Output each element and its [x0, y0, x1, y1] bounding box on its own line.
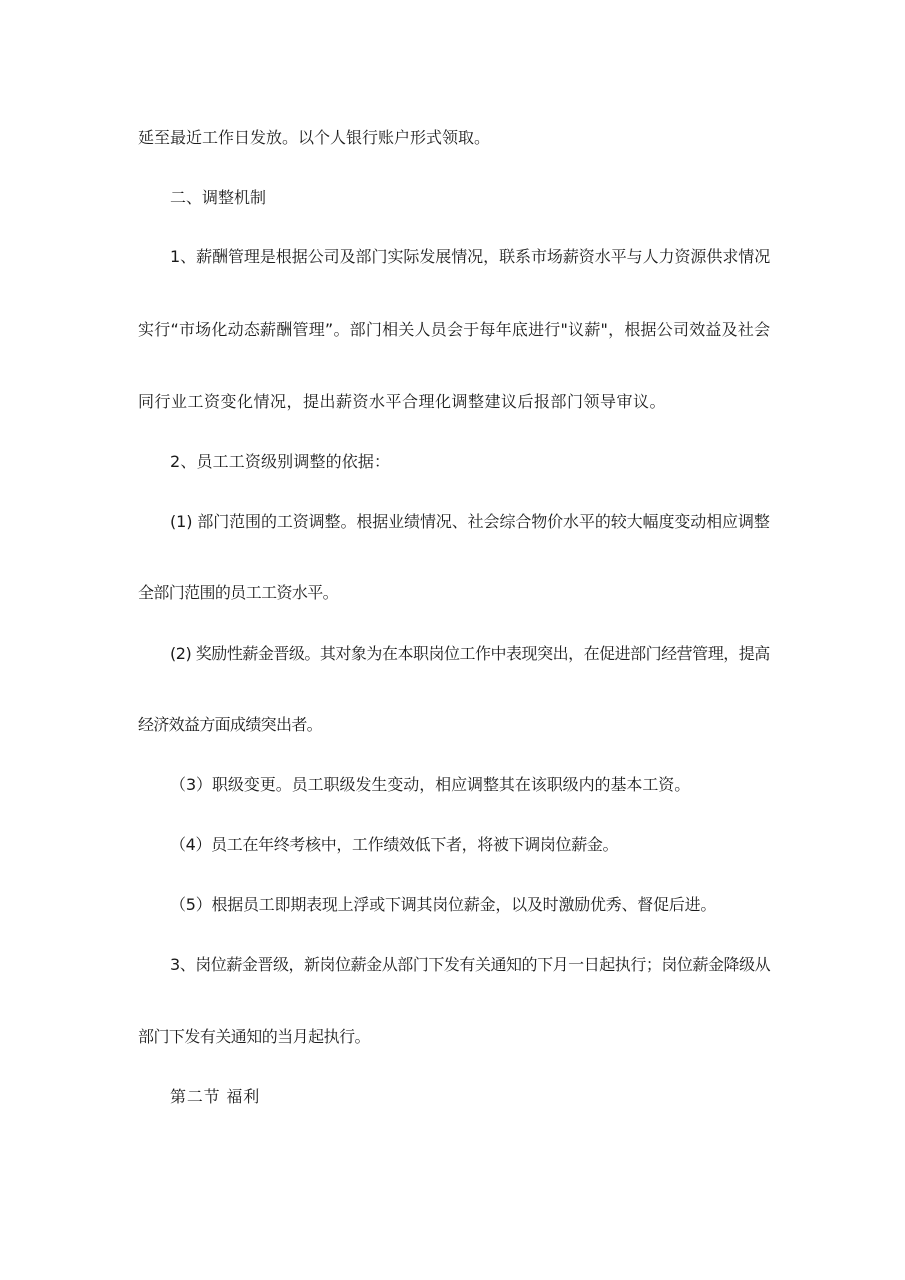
section-heading: 第二节 福利: [170, 1087, 261, 1106]
section-heading: 二、调整机制: [170, 188, 267, 207]
paragraph-line: 同行业工资变化情况，提出薪资水平合理化调整建议后报部门领导审议。: [138, 392, 667, 411]
paragraph-line: 部门下发有关通知的当月起执行。: [138, 1027, 371, 1046]
paragraph-line: （4）员工在年终考核中，工作绩效低下者，将被下调岗位薪金。: [170, 835, 619, 854]
paragraph-line: (2) 奖励性薪金晋级。其对象为在本职岗位工作中表现突出，在促进部门经营管理，提高: [170, 644, 770, 663]
paragraph-line: 2、员工工资级别调整的依据：: [170, 452, 391, 471]
paragraph-line: 1、薪酬管理是根据公司及部门实际发展情况，联系市场薪资水平与人力资源供求情况: [170, 247, 771, 266]
paragraph-line: （3）职级变更。员工职级发生变动，相应调整其在该职级内的基本工资。: [170, 775, 691, 794]
paragraph-line: 全部门范围的员工工资水平。: [138, 583, 339, 602]
paragraph-line: 实行“市场化动态薪酬管理”。部门相关人员会于每年底进行"议薪"，根据公司效益及社会: [138, 320, 771, 339]
paragraph-line: 3、岗位薪金晋级，新岗位薪金从部门下发有关通知的下月一日起执行；岗位薪金降级从: [170, 955, 771, 974]
paragraph-line: 延至最近工作日发放。以个人银行账户形式领取。: [138, 128, 491, 147]
paragraph-line: 经济效益方面成绩突出者。: [138, 715, 322, 734]
paragraph-line: （5）根据员工即期表现上浮或下调其岗位薪金，以及时激励优秀、督促后进。: [170, 895, 717, 914]
paragraph-line: (1) 部门范围的工资调整。根据业绩情况、社会综合物价水平的较大幅度变动相应调整: [170, 512, 770, 531]
